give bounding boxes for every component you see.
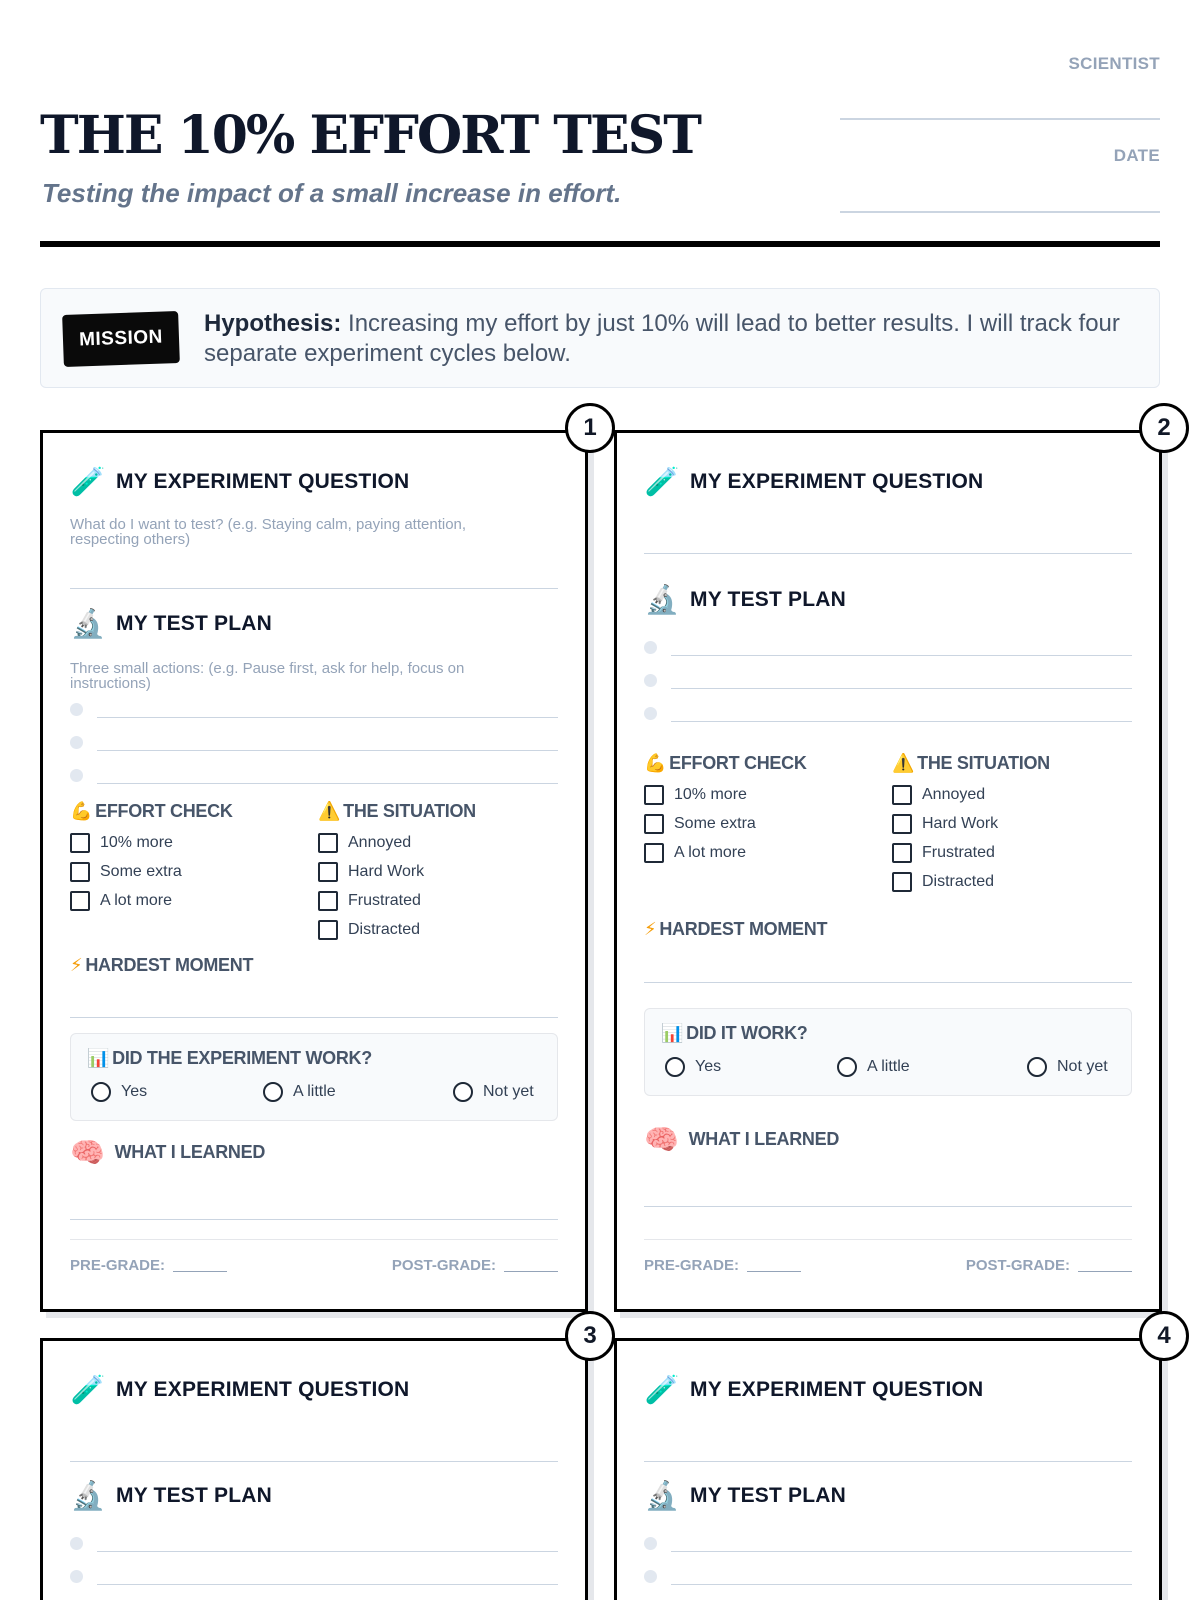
post-grade[interactable] [392, 1257, 558, 1274]
post-grade-line [504, 1271, 558, 1272]
plan-heading [70, 1479, 272, 1512]
microscope-icon: 🔬 [70, 607, 106, 640]
question-title: MY EXPERIMENT QUESTION [116, 469, 410, 493]
radio[interactable] [837, 1057, 857, 1077]
situation-option[interactable] [892, 814, 998, 834]
work-option-yes[interactable] [91, 1082, 147, 1102]
plan-title: MY TEST PLAN [116, 1483, 273, 1507]
question-heading [644, 465, 983, 498]
checkbox[interactable] [892, 814, 912, 834]
effort-check-title: EFFORT CHECK [669, 753, 807, 773]
effort-option[interactable] [70, 891, 172, 911]
plan-step-2[interactable] [644, 1570, 1132, 1590]
effort-option[interactable] [70, 862, 182, 882]
microscope-icon: 🔬 [70, 1479, 106, 1512]
effort-check-heading [70, 801, 233, 822]
experiment-card-3 [40, 1322, 597, 1600]
question-answer-line[interactable] [644, 1461, 1132, 1462]
bar-chart-icon: 📊 [661, 1023, 684, 1044]
plan-step-1[interactable] [70, 1537, 558, 1557]
checkbox[interactable] [318, 833, 338, 853]
checkbox[interactable] [318, 891, 338, 911]
bullet-dot [70, 1537, 83, 1550]
post-grade[interactable] [966, 1257, 1132, 1274]
plan-line [671, 1584, 1132, 1585]
radio[interactable] [453, 1082, 473, 1102]
situation-title: THE SITUATION [343, 801, 476, 821]
question-heading [644, 1373, 983, 1406]
flexed-biceps-icon: 💪 [70, 801, 93, 822]
situation-heading [318, 801, 476, 822]
situation-option[interactable] [892, 843, 995, 863]
microscope-icon: 🔬 [644, 1479, 680, 1512]
situation-option[interactable] [892, 785, 985, 805]
plan-step-3[interactable] [70, 769, 558, 789]
checkbox[interactable] [892, 872, 912, 892]
option-label: Hard Work [922, 815, 999, 832]
learned-title: WHAT I LEARNED [114, 1142, 266, 1162]
checkbox[interactable] [70, 891, 90, 911]
option-label: Frustrated [348, 892, 421, 909]
question-heading [70, 1373, 409, 1406]
did-it-work-box [70, 1033, 558, 1121]
learned-line[interactable] [644, 1206, 1132, 1207]
hypothesis-body: Increasing my effort by just 10% will lead to better results. I will track four separate experiment cycles below. [204, 310, 1120, 367]
did-it-work-heading [661, 1023, 808, 1044]
hardest-moment-title: HARDEST MOMENT [85, 955, 254, 975]
option-label: Distracted [348, 921, 421, 938]
pre-grade[interactable] [644, 1257, 801, 1274]
grade-separator [644, 1239, 1132, 1240]
work-option-a-little[interactable] [263, 1082, 336, 1102]
option-label: Yes [695, 1058, 722, 1075]
bullet-dot [70, 736, 83, 749]
plan-step-1[interactable] [644, 641, 1132, 661]
option-label: A little [293, 1083, 336, 1100]
card-number-badge: 2 [1139, 403, 1189, 453]
test-tube-icon: 🧪 [70, 465, 106, 498]
plan-line [671, 1551, 1132, 1552]
hardest-moment-line[interactable] [70, 1017, 558, 1018]
page-title: THE 10% EFFORT TEST [40, 105, 700, 166]
plan-line [97, 717, 558, 718]
scientist-label: SCIENTIST [1068, 54, 1160, 73]
checkbox[interactable] [318, 862, 338, 882]
learned-heading [644, 1123, 839, 1156]
hypothesis-label: Hypothesis: [204, 310, 342, 337]
plan-title: MY TEST PLAN [690, 1483, 847, 1507]
learned-line[interactable] [70, 1219, 558, 1220]
learned-title: WHAT I LEARNED [688, 1129, 840, 1149]
work-option-not-yet[interactable] [1027, 1057, 1108, 1077]
header-divider [40, 241, 1160, 247]
effort-option[interactable] [644, 843, 746, 863]
learned-heading [70, 1136, 265, 1169]
plan-hint: Three small actions: (e.g. Pause first, ask for help, focus on instructions) [70, 660, 465, 692]
work-option-a-little[interactable] [837, 1057, 910, 1077]
post-grade-label: POST-GRADE: [965, 1257, 1070, 1274]
lightning-icon: ⚡ [70, 955, 83, 976]
checkbox[interactable] [892, 785, 912, 805]
option-label: Not yet [1057, 1058, 1108, 1075]
hypothesis-text [204, 309, 1124, 369]
checkbox[interactable] [318, 920, 338, 940]
question-answer-line[interactable] [70, 588, 558, 589]
did-it-work-title: DID IT WORK? [686, 1023, 808, 1043]
option-label: Not yet [483, 1083, 534, 1100]
pre-grade-line [747, 1271, 801, 1272]
pre-grade-label: PRE-GRADE: [70, 1257, 166, 1274]
mission-box [40, 288, 1160, 388]
radio[interactable] [91, 1082, 111, 1102]
bullet-dot [644, 1570, 657, 1583]
bullet-dot [644, 707, 657, 720]
experiment-card-2 [614, 414, 1171, 1312]
question-title: MY EXPERIMENT QUESTION [690, 1377, 984, 1401]
plan-step-1[interactable] [644, 1537, 1132, 1557]
effort-option[interactable] [70, 833, 173, 853]
post-grade-label: POST-GRADE: [391, 1257, 496, 1274]
situation-title: THE SITUATION [917, 753, 1050, 773]
card-number-badge: 1 [565, 403, 615, 453]
card-number-badge: 3 [565, 1311, 615, 1361]
option-label: Yes [121, 1083, 148, 1100]
pre-grade[interactable] [70, 1257, 227, 1274]
option-label: 10% more [674, 786, 747, 803]
plan-step-3[interactable] [644, 707, 1132, 727]
plan-line [97, 1551, 558, 1552]
situation-option[interactable] [318, 862, 424, 882]
option-label: Frustrated [922, 844, 995, 861]
effort-check-heading [644, 753, 807, 774]
effort-check-title: EFFORT CHECK [95, 801, 233, 821]
bullet-dot [644, 641, 657, 654]
question-heading [70, 465, 409, 498]
situation-option[interactable] [892, 872, 994, 892]
hardest-moment-title: HARDEST MOMENT [659, 919, 828, 939]
radio[interactable] [665, 1057, 685, 1077]
test-tube-icon: 🧪 [644, 1373, 680, 1406]
plan-step-2[interactable] [70, 736, 558, 756]
question-answer-line[interactable] [70, 1461, 558, 1462]
effort-option[interactable] [644, 785, 747, 805]
option-label: Some extra [100, 863, 182, 880]
date-label: DATE [1113, 146, 1160, 165]
flexed-biceps-icon: 💪 [644, 753, 667, 774]
plan-heading [644, 583, 846, 616]
situation-option[interactable] [318, 891, 421, 911]
bullet-dot [644, 674, 657, 687]
checkbox[interactable] [892, 843, 912, 863]
bullet-dot [70, 769, 83, 782]
hardest-moment-line[interactable] [644, 982, 1132, 983]
option-label: A little [867, 1058, 910, 1075]
warning-icon: ⚠️ [318, 801, 341, 822]
radio[interactable] [263, 1082, 283, 1102]
plan-line [671, 721, 1132, 722]
scientist-date-block [840, 40, 1160, 220]
pre-grade-label: PRE-GRADE: [644, 1257, 740, 1274]
checkbox[interactable] [70, 862, 90, 882]
lightning-icon: ⚡ [644, 919, 657, 940]
bullet-dot [644, 1537, 657, 1550]
grade-separator [70, 1239, 558, 1240]
test-tube-icon: 🧪 [644, 465, 680, 498]
scientist-field[interactable] [840, 118, 1160, 120]
plan-step-2[interactable] [70, 1570, 558, 1590]
option-label: Annoyed [922, 786, 986, 803]
bar-chart-icon: 📊 [87, 1048, 110, 1069]
brain-icon: 🧠 [644, 1123, 679, 1156]
option-label: Annoyed [348, 834, 412, 851]
option-label: Hard Work [348, 863, 425, 880]
checkbox[interactable] [70, 833, 90, 853]
mission-badge: MISSION [62, 311, 180, 367]
option-label: A lot more [674, 844, 747, 861]
option-label: A lot more [100, 892, 173, 909]
did-it-work-box [644, 1008, 1132, 1096]
plan-line [97, 1584, 558, 1585]
plan-title: MY TEST PLAN [690, 587, 847, 611]
post-grade-line [1078, 1271, 1132, 1272]
option-label: Distracted [922, 873, 995, 890]
did-it-work-title: DID THE EXPERIMENT WORK? [112, 1048, 372, 1068]
question-hint: What do I want to test? (e.g. Staying calm, paying attention, respecting others) [70, 516, 467, 548]
option-label: 10% more [100, 834, 173, 851]
page-subtitle: Testing the impact of a small increase in effort. [42, 178, 622, 208]
checkbox[interactable] [644, 785, 664, 805]
checkbox[interactable] [644, 814, 664, 834]
radio[interactable] [1027, 1057, 1047, 1077]
card-number-badge: 4 [1139, 1311, 1189, 1361]
date-field[interactable] [840, 211, 1160, 213]
plan-line [97, 750, 558, 751]
plan-line [671, 655, 1132, 656]
microscope-icon: 🔬 [644, 583, 680, 616]
question-answer-line[interactable] [644, 553, 1132, 554]
situation-option[interactable] [318, 920, 420, 940]
effort-option[interactable] [644, 814, 756, 834]
situation-heading [892, 753, 1050, 774]
brain-icon: 🧠 [70, 1136, 105, 1169]
question-title: MY EXPERIMENT QUESTION [116, 1377, 410, 1401]
did-it-work-heading [87, 1048, 372, 1069]
option-label: Some extra [674, 815, 756, 832]
experiment-card-4 [614, 1322, 1171, 1600]
page-header [40, 40, 1160, 246]
pre-grade-line [173, 1271, 227, 1272]
situation-option[interactable] [318, 833, 411, 853]
warning-icon: ⚠️ [892, 753, 915, 774]
hardest-moment-heading [70, 955, 253, 976]
plan-step-2[interactable] [644, 674, 1132, 694]
hardest-moment-heading [644, 919, 827, 940]
question-title: MY EXPERIMENT QUESTION [690, 469, 984, 493]
work-option-not-yet[interactable] [453, 1082, 534, 1102]
plan-step-1[interactable] [70, 703, 558, 723]
experiment-card-1 [40, 414, 597, 1312]
plan-heading [70, 607, 272, 640]
plan-line [671, 688, 1132, 689]
plan-heading [644, 1479, 846, 1512]
checkbox[interactable] [644, 843, 664, 863]
plan-title: MY TEST PLAN [116, 611, 273, 635]
test-tube-icon: 🧪 [70, 1373, 106, 1406]
work-option-yes[interactable] [665, 1057, 721, 1077]
bullet-dot [70, 1570, 83, 1583]
plan-line [97, 783, 558, 784]
bullet-dot [70, 703, 83, 716]
